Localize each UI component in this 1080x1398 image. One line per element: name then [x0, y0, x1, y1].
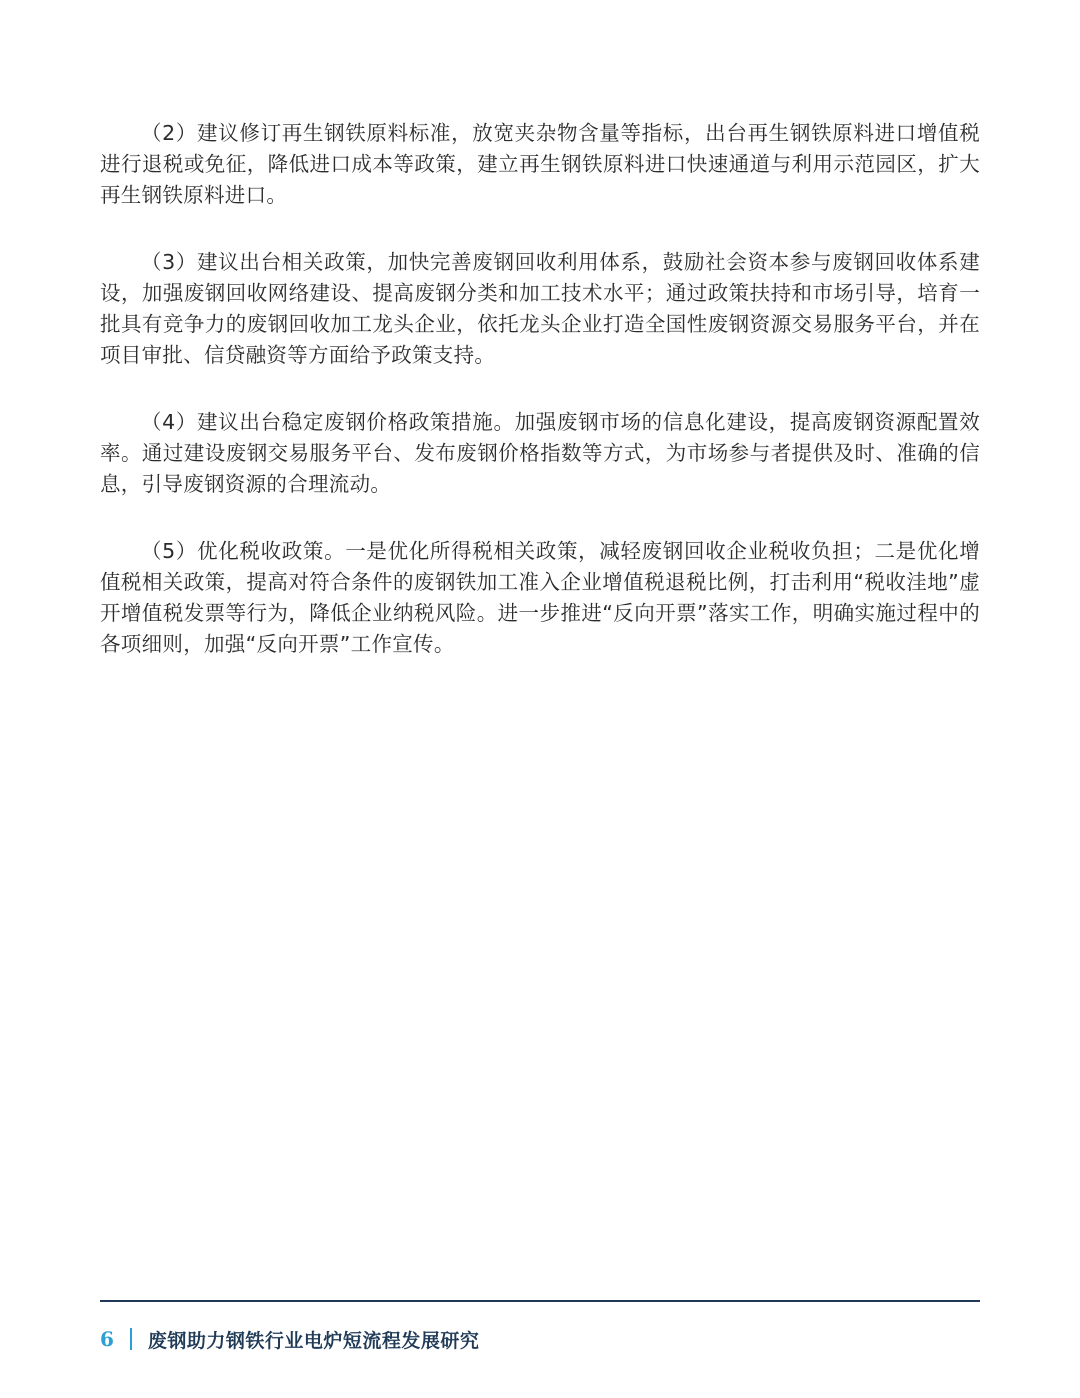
footer-divider: [100, 1300, 980, 1302]
page-footer: [100, 1322, 479, 1356]
paragraph-3: （3）建议出台相关政策，加快完善废钢回收利用体系，鼓励社会资本参与废钢回收体系建设，加强废钢回收网络建设、提高废钢分类和加工技术水平；通过政策扶持和市场引导，培育一批具有竞争力的废钢回收加工龙头企业，依托龙头企业打造全国性废钢资源交易服务平台，并在项目审批、信贷融资等方面给予政策支持。: [100, 250, 980, 367]
page-number: 6: [100, 1327, 114, 1351]
footer-separator: [130, 1328, 132, 1350]
paragraph-2: （2）建议修订再生钢铁原料标准，放宽夹杂物含量等指标，出台再生钢铁原料进口增值税进行退税或免征，降低进口成本等政策，建立再生钢铁原料进口快速通道与利用示范园区，扩大再生钢铁原料进口。: [100, 121, 980, 207]
paragraph-4: （4）建议出台稳定废钢价格政策措施。加强废钢市场的信息化建设，提高废钢资源配置效率。通过建设废钢交易服务平台、发布废钢价格指数等方式，为市场参与者提供及时、准确的信息，引导废钢资源的合理流动。: [100, 410, 980, 496]
body-text: [100, 118, 980, 696]
document-title: 废钢助力钢铁行业电炉短流程发展研究: [147, 1329, 480, 1352]
paragraph-5: （5）优化税收政策。一是优化所得税相关政策，减轻废钢回收企业税收负担；二是优化增值税相关政策，提高对符合条件的废钢铁加工准入企业增值税退税比例，打击利用“税收洼地”虚开增值税发票等行为，降低企业纳税风险。进一步推进“反向开票”落实工作，明确实施过程中的各项细则，加强“反向开票”工作宣传。: [100, 539, 980, 656]
